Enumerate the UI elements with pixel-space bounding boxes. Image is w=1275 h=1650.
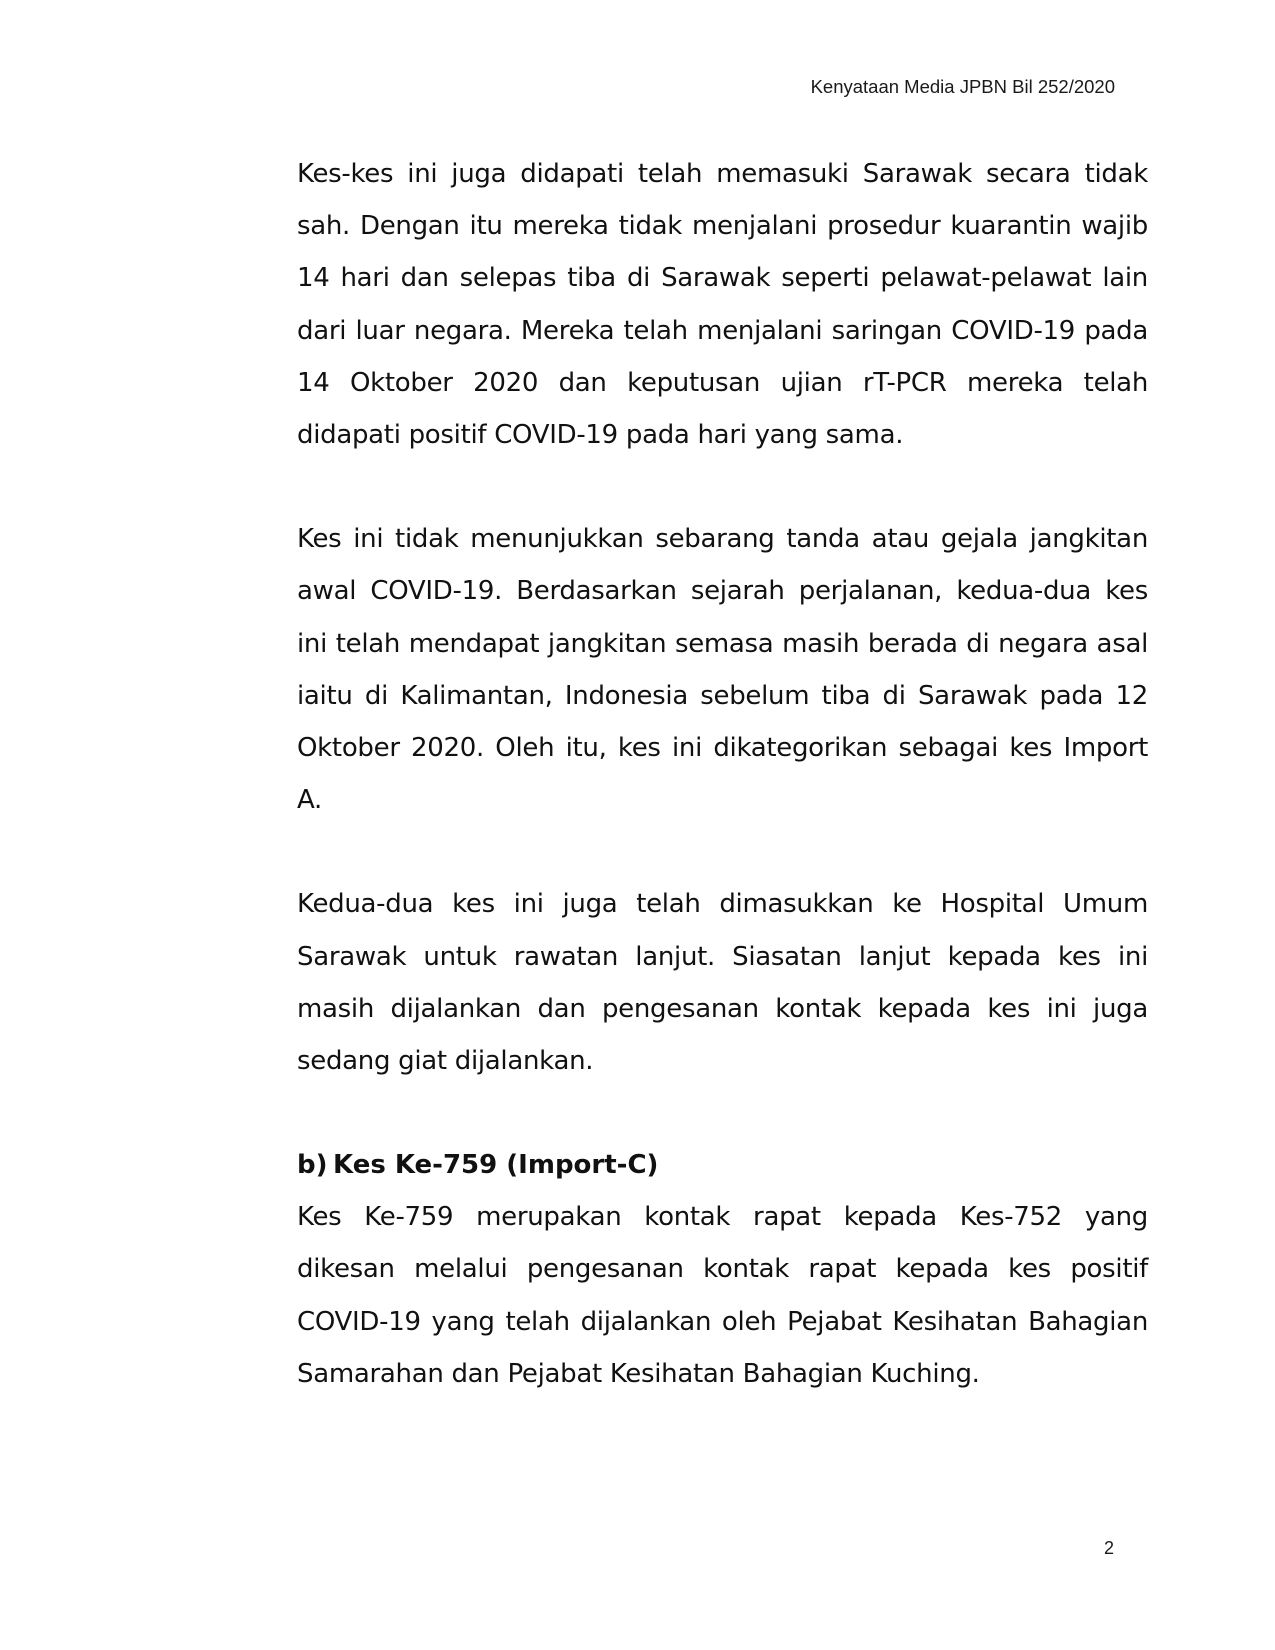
section-marker: b) [297,1150,328,1181]
page-number: 2 [1104,1538,1115,1558]
document-body [297,148,1148,1400]
paragraph-case-759: Kes Ke-759 merupakan kontak rapat kepada Kes-752 yang dikesan melalui pengesanan kontak rapat kepada kes positif COVID-19 yang telah dijalankan oleh Pejabat Kesihatan Bahagian Samarahan dan Pejabat Kesihatan Bahagian Kuching. [297,1202,1148,1389]
paragraph-hospital-admission: Kedua-dua kes ini juga telah dimasukkan ke Hospital Umum Sarawak untuk rawatan lanjut. Siasatan lanjut kepada kes ini masih dijalankan dan pengesanan kontak kepada kes ini juga sedang giat dijalankan. [297,889,1148,1077]
section-heading [297,1139,1148,1191]
paragraph-illegal-entry: Kes-kes ini juga didapati telah memasuki Sarawak secara tidak sah. Dengan itu mereka tidak menjalani prosedur kuarantin wajib 14 hari dan selepas tiba di Sarawak seperti pelawat-pelawat lain dari luar negara. Mereka telah menjalani saringan COVID-19 pada 14 Oktober 2020 dan keputusan ujian rT-PCR mereka telah didapati positif COVID-19 pada hari yang sama. [297,159,1148,451]
page-header: Kenyataan Media JPBN Bil 252/2020 [810,76,1115,97]
section-title: Kes Ke-759 (Import-C) [333,1150,659,1181]
paragraph-symptoms-travel-history: Kes ini tidak menunjukkan sebarang tanda atau gejala jangkitan awal COVID-19. Berdasarkan sejarah perjalanan, kedua-dua kes ini telah mendapat jangkitan semasa masih berada di negara asal iaitu di Kalimantan, Indonesia sebelum tiba di Sarawak pada 12 Oktober 2020. Oleh itu, kes ini dikategorikan sebagai kes Import A. [297,524,1148,816]
